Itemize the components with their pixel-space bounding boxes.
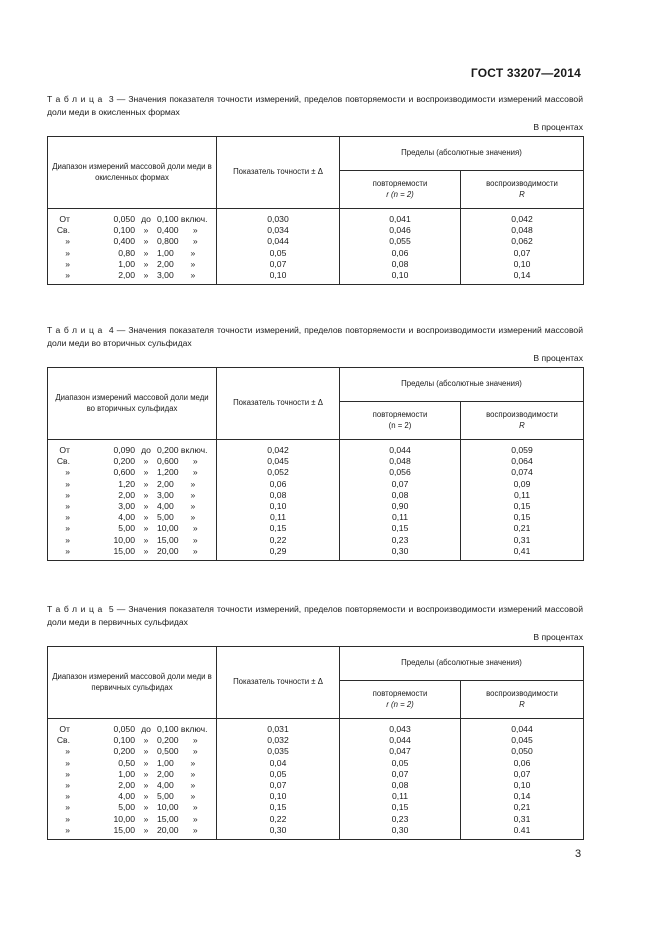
range-to: 3,00 »: [157, 489, 196, 500]
table-caption: [47, 324, 583, 350]
range-to-word: »: [143, 813, 149, 824]
range-to-word: »: [143, 780, 149, 791]
range-cell: [48, 209, 217, 226]
range-from: 5,00: [118, 523, 135, 534]
range-cell: [48, 467, 217, 478]
range-from: 15,00: [113, 824, 135, 835]
range-cell: [48, 735, 217, 746]
repeatability-symbol: r (n = 2): [386, 189, 414, 199]
repeatability-cell: 0,044: [340, 440, 461, 457]
range-cell: [48, 825, 217, 840]
table-caption: [47, 93, 583, 119]
range-to-word: »: [143, 478, 149, 489]
data-table: [47, 646, 584, 840]
table-row: [48, 825, 584, 840]
range-prefix: »: [65, 247, 70, 258]
accuracy-cell: 0,06: [217, 479, 340, 490]
accuracy-cell: 0,031: [217, 719, 340, 736]
range-from: 15,00: [113, 545, 135, 556]
accuracy-cell: 0,08: [217, 490, 340, 501]
table-row: [48, 523, 584, 534]
reproducibility-header: [461, 402, 584, 440]
range-cell: [48, 259, 217, 270]
range-to: 4,00 »: [157, 501, 196, 512]
accuracy-cell: 0,15: [217, 802, 340, 813]
accuracy-cell: 0,22: [217, 535, 340, 546]
table-row: [48, 248, 584, 259]
range-to: 2,00 »: [157, 258, 196, 269]
range-from: 1,00: [118, 768, 135, 779]
repeatability-cell: 0,055: [340, 236, 461, 247]
range-to-word: »: [143, 534, 149, 545]
range-cell: [48, 546, 217, 561]
accuracy-cell: 0,22: [217, 814, 340, 825]
range-to: 0,400 »: [157, 225, 198, 236]
range-to: 0,200 »: [157, 735, 198, 746]
range-to: 4,00 »: [157, 780, 196, 791]
accuracy-cell: 0,07: [217, 780, 340, 791]
range-prefix: »: [65, 236, 70, 247]
reproducibility-cell: 0,11: [461, 490, 584, 501]
reproducibility-cell: 0,21: [461, 523, 584, 534]
range-from: 3,00: [118, 501, 135, 512]
repeatability-cell: 0,15: [340, 523, 461, 534]
table-caption: [47, 603, 583, 629]
range-to-word: »: [143, 236, 149, 247]
caption-text: 3 — Значения показателя точности измерений, пределов повторяемости и воспроизводимости измерений массовой доли меди в окисленных формах: [47, 94, 583, 117]
range-from: 0,200: [113, 746, 135, 757]
range-prefix: »: [65, 824, 70, 835]
range-to: 10,00 »: [157, 523, 198, 534]
range-prefix: »: [65, 534, 70, 545]
table-section-5: [47, 603, 583, 840]
repeatability-cell: 0,05: [340, 758, 461, 769]
reproducibility-label: воспроизводимости: [486, 689, 558, 698]
table-row: [48, 259, 584, 270]
reproducibility-cell: 0,06: [461, 758, 584, 769]
range-to: 20,00 »: [157, 545, 198, 556]
range-cell: [48, 780, 217, 791]
repeatability-cell: 0,047: [340, 746, 461, 757]
range-cell: [48, 535, 217, 546]
range-to: 20,00 »: [157, 824, 198, 835]
accuracy-header: Показатель точности ± Δ: [217, 647, 340, 719]
range-to-word: »: [143, 757, 149, 768]
reproducibility-cell: 0,09: [461, 479, 584, 490]
repeatability-header: [340, 402, 461, 440]
table-row: [48, 270, 584, 285]
repeatability-header: [340, 681, 461, 719]
range-to-word: до: [141, 214, 151, 224]
range-cell: [48, 236, 217, 247]
accuracy-cell: 0,05: [217, 248, 340, 259]
table-row: [48, 236, 584, 247]
reproducibility-cell: 0.41: [461, 825, 584, 840]
reproducibility-label: воспроизводимости: [486, 410, 558, 419]
range-to: 15,00 »: [157, 813, 198, 824]
reproducibility-cell: 0,07: [461, 248, 584, 259]
range-from: 4,00: [118, 512, 135, 523]
units-label: В процентах: [533, 122, 583, 132]
repeatability-cell: 0,08: [340, 490, 461, 501]
repeatability-label: повторяемости: [372, 410, 428, 419]
range-to: 1,00 »: [157, 757, 196, 768]
range-prefix: »: [65, 523, 70, 534]
reproducibility-cell: 0,41: [461, 546, 584, 561]
range-cell: [48, 802, 217, 813]
range-cell: [48, 791, 217, 802]
range-prefix: »: [65, 780, 70, 791]
range-from: 0,200: [113, 456, 135, 467]
range-to-word: »: [143, 247, 149, 258]
range-to-word: »: [143, 523, 149, 534]
repeatability-cell: 0,08: [340, 780, 461, 791]
range-cell: [48, 719, 217, 736]
range-from: 2,00: [118, 270, 135, 281]
accuracy-cell: 0,10: [217, 270, 340, 285]
range-cell: [48, 501, 217, 512]
range-prefix: »: [65, 501, 70, 512]
repeatability-cell: 0,041: [340, 209, 461, 226]
repeatability-cell: 0,046: [340, 225, 461, 236]
reproducibility-header: [461, 681, 584, 719]
range-to: 5,00 »: [157, 791, 196, 802]
range-to-word: »: [143, 456, 149, 467]
repeatability-cell: 0,07: [340, 769, 461, 780]
accuracy-cell: 0,030: [217, 209, 340, 226]
accuracy-cell: 0,10: [217, 501, 340, 512]
range-from: 0,600: [113, 467, 135, 478]
range-prefix: »: [65, 802, 70, 813]
range-to: 1,200 »: [157, 467, 198, 478]
repeatability-cell: 0,06: [340, 248, 461, 259]
table-row: [48, 546, 584, 561]
range-prefix: »: [65, 757, 70, 768]
range-cell: [48, 746, 217, 757]
range-prefix: »: [65, 270, 70, 281]
limits-header: Пределы (абсолютные значения): [340, 647, 584, 681]
range-prefix: »: [65, 489, 70, 500]
reproducibility-symbol: R: [519, 699, 525, 709]
accuracy-header: Показатель точности ± Δ: [217, 137, 340, 209]
repeatability-cell: 0,11: [340, 791, 461, 802]
repeatability-cell: 0,23: [340, 814, 461, 825]
table-row: [48, 512, 584, 523]
range-from: 4,00: [118, 791, 135, 802]
range-cell: [48, 769, 217, 780]
range-prefix: »: [65, 545, 70, 556]
range-from: 0,400: [113, 236, 135, 247]
caption-label: Таблица: [47, 325, 106, 335]
range-cell: [48, 523, 217, 534]
table-row: [48, 535, 584, 546]
range-to-word: »: [143, 545, 149, 556]
range-from: 5,00: [118, 802, 135, 813]
range-header: Диапазон измерений массовой доли меди во вторичных сульфидах: [48, 368, 217, 440]
range-prefix: »: [65, 467, 70, 478]
range-to: 0,200 включ.: [157, 445, 208, 455]
reproducibility-cell: 0,048: [461, 225, 584, 236]
reproducibility-cell: 0,31: [461, 535, 584, 546]
range-to-word: до: [141, 445, 151, 455]
reproducibility-cell: 0,045: [461, 735, 584, 746]
range-prefix: Св.: [56, 225, 70, 236]
reproducibility-cell: 0,064: [461, 456, 584, 467]
table-section-3: [47, 93, 583, 285]
range-from: 0,100: [113, 225, 135, 236]
table-row: [48, 814, 584, 825]
range-to: 10,00 »: [157, 802, 198, 813]
caption-text: 4 — Значения показателя точности измерений, пределов повторяемости и воспроизводимости измерений массовой доли меди во вторичных сульфидах: [47, 325, 583, 348]
reproducibility-cell: 0,10: [461, 259, 584, 270]
reproducibility-cell: 0,042: [461, 209, 584, 226]
reproducibility-symbol: R: [519, 189, 525, 199]
table-row: [48, 780, 584, 791]
range-from: 0,050: [113, 724, 135, 734]
range-prefix: »: [65, 478, 70, 489]
range-cell: [48, 479, 217, 490]
range-to-word: »: [143, 768, 149, 779]
repeatability-header: [340, 171, 461, 209]
repeatability-cell: 0,15: [340, 802, 461, 813]
accuracy-cell: 0,11: [217, 512, 340, 523]
reproducibility-cell: 0,14: [461, 270, 584, 285]
range-to: 0,100 включ.: [157, 724, 208, 734]
table-row: [48, 719, 584, 736]
range-cell: [48, 225, 217, 236]
table-row: [48, 467, 584, 478]
range-from: 0,80: [118, 247, 135, 258]
reproducibility-cell: 0,31: [461, 814, 584, 825]
table-row: [48, 456, 584, 467]
range-from: 2,00: [118, 780, 135, 791]
range-cell: [48, 440, 217, 457]
range-cell: [48, 490, 217, 501]
range-prefix: »: [65, 768, 70, 779]
range-prefix: От: [59, 445, 70, 455]
caption-label: Таблица: [47, 94, 106, 104]
range-to-word: »: [143, 270, 149, 281]
range-from: 1,20: [118, 478, 135, 489]
repeatability-cell: 0,08: [340, 259, 461, 270]
table-row: [48, 225, 584, 236]
range-to-word: »: [143, 735, 149, 746]
caption-text: 5 — Значения показателя точности измерений, пределов повторяемости и воспроизводимости измерений массовой доли меди в первичных сульфидах: [47, 604, 583, 627]
range-prefix: »: [65, 791, 70, 802]
units-label: В процентах: [533, 632, 583, 642]
range-from: 0,090: [113, 445, 135, 455]
range-to: 0,800 »: [157, 236, 198, 247]
range-to: 2,00 »: [157, 768, 196, 779]
reproducibility-label: воспроизводимости: [486, 179, 558, 188]
range-to-word: »: [143, 501, 149, 512]
range-from: 1,00: [118, 258, 135, 269]
reproducibility-cell: 0,050: [461, 746, 584, 757]
repeatability-cell: 0,30: [340, 546, 461, 561]
reproducibility-cell: 0,21: [461, 802, 584, 813]
accuracy-cell: 0,045: [217, 456, 340, 467]
range-from: 10,00: [113, 813, 135, 824]
accuracy-cell: 0,034: [217, 225, 340, 236]
repeatability-label: повторяемости: [372, 689, 428, 698]
reproducibility-cell: 0,062: [461, 236, 584, 247]
accuracy-cell: 0,29: [217, 546, 340, 561]
table-row: [48, 746, 584, 757]
accuracy-cell: 0,05: [217, 769, 340, 780]
accuracy-cell: 0,15: [217, 523, 340, 534]
range-to-word: »: [143, 467, 149, 478]
range-to-word: »: [143, 802, 149, 813]
table-row: [48, 479, 584, 490]
reproducibility-symbol: R: [519, 420, 525, 430]
range-cell: [48, 758, 217, 769]
limits-header: Пределы (абсолютные значения): [340, 368, 584, 402]
repeatability-cell: 0,07: [340, 479, 461, 490]
repeatability-cell: 0,043: [340, 719, 461, 736]
range-to-word: »: [143, 258, 149, 269]
range-header: Диапазон измерений массовой доли меди в окисленных формах: [48, 137, 217, 209]
table-row: [48, 735, 584, 746]
repeatability-cell: 0,23: [340, 535, 461, 546]
table-row: [48, 791, 584, 802]
repeatability-cell: 0,044: [340, 735, 461, 746]
range-prefix: »: [65, 746, 70, 757]
range-to: 3,00 »: [157, 270, 196, 281]
repeatability-symbol: (n = 2): [388, 420, 412, 430]
range-to: 5,00 »: [157, 512, 196, 523]
accuracy-cell: 0,07: [217, 259, 340, 270]
reproducibility-cell: 0,044: [461, 719, 584, 736]
range-to: 15,00 »: [157, 534, 198, 545]
range-to: 0,100 включ.: [157, 214, 208, 224]
accuracy-cell: 0,032: [217, 735, 340, 746]
reproducibility-cell: 0,074: [461, 467, 584, 478]
table-row: [48, 802, 584, 813]
range-to: 0,600 »: [157, 456, 198, 467]
range-prefix: »: [65, 512, 70, 523]
reproducibility-header: [461, 171, 584, 209]
table-row: [48, 490, 584, 501]
range-prefix: »: [65, 813, 70, 824]
repeatability-symbol: r (n = 2): [386, 699, 414, 709]
range-prefix: От: [59, 214, 70, 224]
repeatability-cell: 0,30: [340, 825, 461, 840]
reproducibility-cell: 0,15: [461, 501, 584, 512]
repeatability-label: повторяемости: [372, 179, 428, 188]
range-to-word: »: [143, 791, 149, 802]
accuracy-cell: 0,044: [217, 236, 340, 247]
data-table: [47, 367, 584, 561]
range-to-word: »: [143, 746, 149, 757]
range-header: Диапазон измерений массовой доли меди в первичных сульфидах: [48, 647, 217, 719]
repeatability-cell: 0,11: [340, 512, 461, 523]
range-from: 2,00: [118, 489, 135, 500]
caption-label: Таблица: [47, 604, 106, 614]
range-to-word: »: [143, 225, 149, 236]
accuracy-cell: 0,30: [217, 825, 340, 840]
accuracy-cell: 0,04: [217, 758, 340, 769]
reproducibility-cell: 0,14: [461, 791, 584, 802]
reproducibility-cell: 0,15: [461, 512, 584, 523]
range-prefix: »: [65, 258, 70, 269]
range-prefix: От: [59, 724, 70, 734]
repeatability-cell: 0,90: [340, 501, 461, 512]
range-to: 1,00 »: [157, 247, 196, 258]
table-row: [48, 769, 584, 780]
range-to-word: »: [143, 824, 149, 835]
range-cell: [48, 814, 217, 825]
table-row: [48, 209, 584, 226]
range-from: 0,50: [118, 757, 135, 768]
range-cell: [48, 512, 217, 523]
accuracy-cell: 0,10: [217, 791, 340, 802]
range-to-word: »: [143, 512, 149, 523]
accuracy-cell: 0,042: [217, 440, 340, 457]
range-cell: [48, 456, 217, 467]
accuracy-header: Показатель точности ± Δ: [217, 368, 340, 440]
repeatability-cell: 0,10: [340, 270, 461, 285]
range-to: 2,00 »: [157, 478, 196, 489]
range-to-word: до: [141, 724, 151, 734]
range-cell: [48, 270, 217, 285]
table-row: [48, 440, 584, 457]
repeatability-cell: 0,048: [340, 456, 461, 467]
reproducibility-cell: 0,10: [461, 780, 584, 791]
range-to-word: »: [143, 489, 149, 500]
accuracy-cell: 0,035: [217, 746, 340, 757]
range-to: 0,500 »: [157, 746, 198, 757]
table-row: [48, 501, 584, 512]
range-prefix: Св.: [56, 735, 70, 746]
accuracy-cell: 0,052: [217, 467, 340, 478]
table-row: [48, 758, 584, 769]
page-number: 3: [575, 848, 582, 860]
limits-header: Пределы (абсолютные значения): [340, 137, 584, 171]
table-section-4: [47, 324, 583, 561]
data-table: [47, 136, 584, 285]
range-from: 0,050: [113, 214, 135, 224]
range-from: 10,00: [113, 534, 135, 545]
repeatability-cell: 0,056: [340, 467, 461, 478]
reproducibility-cell: 0,059: [461, 440, 584, 457]
reproducibility-cell: 0,07: [461, 769, 584, 780]
document-standard-number: ГОСТ 33207—2014: [470, 66, 581, 80]
range-prefix: Св.: [56, 456, 70, 467]
units-label: В процентах: [533, 353, 583, 363]
range-from: 0,100: [113, 735, 135, 746]
range-cell: [48, 248, 217, 259]
